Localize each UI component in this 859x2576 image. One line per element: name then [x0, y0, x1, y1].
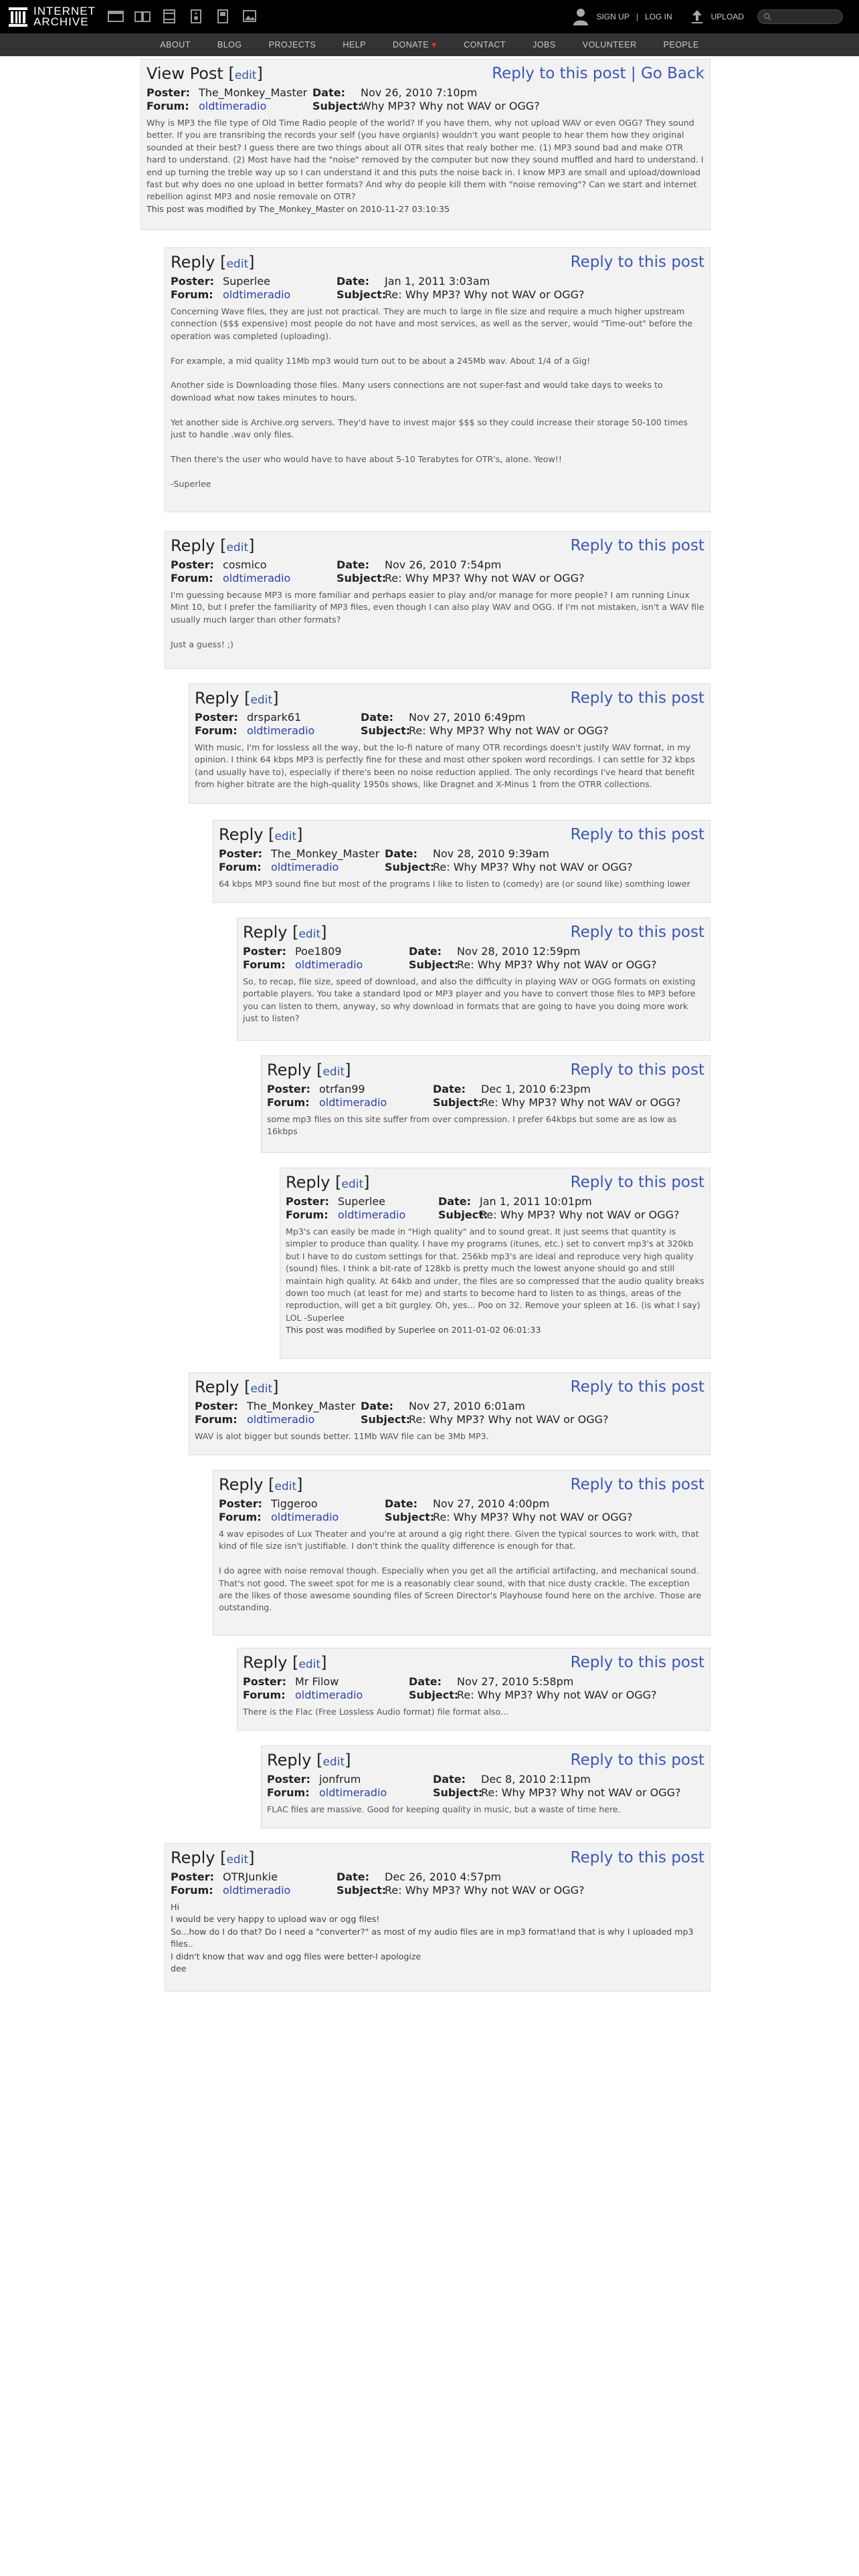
- subject-label: Subject:: [433, 1096, 483, 1109]
- date-label: Date:: [409, 945, 442, 958]
- post-subject: Re: Why MP3? Why not WAV or OGG?: [409, 724, 609, 737]
- post-subject: Re: Why MP3? Why not WAV or OGG?: [385, 1884, 585, 1897]
- post-meta: [243, 1675, 704, 1702]
- reply-to-post-link[interactable]: Reply to this post: [492, 65, 626, 82]
- date-label: Date:: [438, 1195, 471, 1208]
- post-body: So, to recap, file size, speed of download, and also the difficulty in playing WAV or OGG formats on existing portable players. You take a standard Ipod or MP3 player and you have to convert those files to MP3 before you can listen to them, anyway, so why download in formats that are going to have you doing more work just to listen?: [243, 976, 696, 1024]
- subject-label: Subject:: [337, 1884, 387, 1897]
- forum-label: Forum:: [195, 1413, 237, 1426]
- edit-link[interactable]: edit: [274, 1480, 297, 1493]
- poster-name[interactable]: OTRJunkie: [223, 1870, 278, 1883]
- post-subject: Re: Why MP3? Why not WAV or OGG?: [457, 958, 657, 971]
- forum-label: Forum:: [267, 1096, 310, 1109]
- nav-jobs[interactable]: JOBS: [533, 40, 556, 49]
- poster-name[interactable]: Superlee: [223, 275, 271, 288]
- forum-label: Forum:: [219, 1511, 262, 1523]
- forum-link[interactable]: oldtimeradio: [199, 100, 267, 112]
- post-body: With music, I'm for lossless all the way, but the lo-fi nature of many OTR recordings doesn't justify WAV format, in my opinion. I think 64 kbps MP3 is perfectly fine for these and most other spoken word recordings. I can settle for 32 kbps (and usually have to), especially if there's been no noise reduction applied. The only recordings I've heard that benefit from higher bitrate are the high-quality 1950s shows, like Dragnet and X-Minus 1 from the OTRR collections.: [195, 742, 695, 790]
- subject-label: Subject:: [312, 100, 363, 112]
- forum-post: Reply [edit] Reply to this post Poster: The_Monkey_Master Date: Nov 28, 2010 9:39am Forum: oldtimeradio Subject: Re: Why MP3? Why not WAV or OGG? 64 kbps MP3 sound fine but most of the programs I like to listen to (comedy) are (or sound like) somthing lower: [213, 820, 710, 903]
- poster-name[interactable]: The_Monkey_Master: [271, 847, 380, 860]
- forum-link[interactable]: oldtimeradio: [247, 1413, 315, 1426]
- nav-help[interactable]: HELP: [343, 40, 366, 49]
- edit-link[interactable]: edit: [234, 69, 257, 82]
- post-meta: [267, 1083, 704, 1109]
- reply-to-post-link[interactable]: Reply to this post: [570, 1654, 704, 1671]
- post-body: FLAC files are massive. Good for keeping quality in music, but a waste of time here.: [267, 1804, 621, 1814]
- modified-note: This post was modified by The_Monkey_Master on 2010-11-27 03:10:35: [147, 203, 450, 214]
- reply-to-post-link[interactable]: Reply to this post: [570, 1849, 704, 1866]
- nav-donate-label: DONATE: [392, 40, 430, 49]
- post-body: Hi I would be very happy to upload wav or ogg files! So...how do I do that? Do I need a "converter?" as most of my audio files are in mp3 format!and that is why I uploaded mp3 files.. I didn't know that wav and ogg files were better-I apologize dee: [171, 1902, 694, 1974]
- edit-link[interactable]: edit: [226, 541, 249, 554]
- go-back-link[interactable]: Go Back: [640, 65, 704, 82]
- video-icon[interactable]: [161, 8, 178, 24]
- poster-label: Poster:: [286, 1195, 330, 1208]
- post-date: Nov 27, 2010 6:01am: [409, 1400, 525, 1412]
- forum-label: Forum:: [171, 1884, 213, 1897]
- date-label: Date:: [312, 86, 345, 99]
- post-meta: [286, 1195, 704, 1222]
- post-meta: [243, 945, 704, 972]
- forum-link[interactable]: oldtimeradio: [247, 724, 315, 737]
- edit-link[interactable]: edit: [226, 257, 249, 271]
- subject-label: Subject:: [433, 1786, 483, 1799]
- post-body: 64 kbps MP3 sound fine but most of the programs I like to listen to (comedy) are (or sound like) somthing lower: [219, 879, 690, 889]
- poster-label: Poster:: [219, 847, 263, 860]
- date-label: Date:: [433, 1083, 466, 1095]
- poster-label: Poster:: [243, 945, 287, 958]
- post-date: Dec 1, 2010 6:23pm: [481, 1083, 591, 1095]
- forum-post: Reply [edit] Reply to this post Poster: Mr Filow Date: Nov 27, 2010 5:58pm Forum: oldtimeradio Subject: Re: Why MP3? Why not WAV or OGG? There is the Flac (Free Lossless Audio format) file format also...: [237, 1648, 710, 1731]
- audio-icon[interactable]: [187, 8, 205, 24]
- date-label: Date:: [337, 275, 369, 288]
- forum-link[interactable]: oldtimeradio: [295, 1689, 363, 1701]
- edit-link[interactable]: edit: [250, 693, 273, 707]
- poster-label: Poster:: [267, 1773, 311, 1786]
- heart-icon: ♥: [432, 40, 438, 49]
- post-meta: [219, 847, 704, 874]
- post-subject: Re: Why MP3? Why not WAV or OGG?: [481, 1096, 681, 1109]
- reply-to-post-link[interactable]: Reply to this post: [570, 924, 704, 941]
- post-body: Concerning Wave files, they are just not practical. They are much to large in file size and require a much higher upstream connection ($$$ expensive) most people do not have and most services, as well as the server, would "Time-out" before the operation was completed (uploading). For example, a mid quality 11Mb mp3 would turn out to be about a 245Mb wav. About 1/4 of a Gig! Another side is Downloading those files. Many users connections are not super-fast and would take days to weeks to download what now takes minutes to hours. Yet another side is Archive.org servers. They'd have to invest major $$$ so they could increase their storage 50-100 times just to handle .wav only files. Then there's the user who would have to have about 5-10 Terabytes for OTR's, alone. Yeow!! -Superlee: [171, 306, 693, 489]
- forum-link[interactable]: oldtimeradio: [223, 572, 291, 584]
- forum-link[interactable]: oldtimeradio: [271, 861, 339, 873]
- post-date: Nov 28, 2010 9:39am: [433, 847, 549, 860]
- post-subject: Why MP3? Why not WAV or OGG?: [361, 100, 540, 112]
- subject-label: Subject:: [438, 1208, 488, 1221]
- poster-label: Poster:: [267, 1083, 311, 1095]
- date-label: Date:: [337, 558, 369, 571]
- forum-post: Reply [edit] Reply to this post Poster: OTRJunkie Date: Dec 26, 2010 4:57pm Forum: oldtimeradio Subject: Re: Why MP3? Why not WAV or OGG? Hi I would be very happy to upload wav or ogg files! So...how do I do that? Do I need a "converter?" as most of my audio files are in mp3 format!and that is why I uploaded mp3 files.. I didn't know that wav and ogg files were better-I apologize dee: [165, 1843, 710, 1992]
- poster-name[interactable]: otrfan99: [319, 1083, 365, 1095]
- poster-name[interactable]: Mr Filow: [295, 1675, 339, 1688]
- upload-link[interactable]: UPLOAD: [710, 12, 744, 21]
- forum-post: Reply [edit] Reply to this post Poster: otrfan99 Date: Dec 1, 2010 6:23pm Forum: oldtimeradio Subject: Re: Why MP3? Why not WAV or OGG? some mp3 files on this site suffer from over compression. I prefer 64kbps but some are as low as 16kbps: [261, 1055, 710, 1153]
- texts-icon[interactable]: [134, 8, 151, 24]
- post-body: Mp3's can easily be made in "High quality" and to sound great. It just seems that quantity is simpler to produce than quality. I have my programs (itunes, etc.) set to convert mp3's at 320kb but I have to do custom settings for that. 256kb mp3's are ideal and reproduce very high quality (sound) files. I think a bit-rate of 128kb is pretty much the lowest anyone should go and still maintain high quality. At 64kb and under, the files are so compressed that the audio quality breaks down too much (at least for me) and starts to become hard to listen to as things, areas of the reproduction, will get a bit gurgley. Oh, yes... Poo on 32. Remove your spleen at 16. (is what I say) LOL -Superlee: [286, 1226, 704, 1323]
- reply-to-post-link[interactable]: Reply to this post: [570, 1378, 704, 1396]
- login-separator: |: [636, 12, 638, 21]
- user-avatar-icon[interactable]: [572, 7, 589, 27]
- poster-name[interactable]: cosmico: [223, 558, 267, 571]
- poster-label: Poster:: [195, 1400, 239, 1412]
- images-icon[interactable]: [241, 8, 258, 24]
- forum-post: View Post [edit] Reply to this post | Go Back Poster: The_Monkey_Master Date: Nov 26, 2010 7:10pm Forum: oldtimeradio Subject: Why MP3? Why not WAV or OGG? Why is MP3 the file type of Old Time Radio people of the world? If you have them, why not upload WAV or even OGG? They sound better. If you are transribing the records your self (you have orgianls) wouldn't you want people to hear them how they original sounded at their best? I guess there are two things about all OTR sites that realy bother me. (1) MP3 sound bad and make OTR hard to understand. (2) Most have had the "noise" removed by the computer but now they sound muffled and hard to understand. I end up turning the treble way up so I can understand it and this puts the noise back in. I know MP3 are small and upload/download fast but why does no one upload in better formats? And why do people kill them with "noise removing"? Can we start and internet rebellion aginst MP3 and nosie removale on OTR? This post was modified by The_Monkey_Master on 2010-11-27 03:10:35: [140, 59, 710, 230]
- forum-post: Reply [edit] Reply to this post Poster: cosmico Date: Nov 26, 2010 7:54pm Forum: oldtimeradio Subject: Re: Why MP3? Why not WAV or OGG? I'm guessing because MP3 is more familiar and perhaps easier to play and/or manage for more people? I am running Linux Mint 10, but I prefer the familiarity of MP3 files, even though I can also play WAV and OGG. If I'm not mistaken, isn't a WAV file usually much larger than other formats? Just a guess! ;): [165, 531, 710, 669]
- poster-name[interactable]: Tiggeroo: [271, 1497, 318, 1510]
- post-date: Jan 1, 2011 3:03am: [385, 275, 490, 288]
- poster-name[interactable]: The_Monkey_Master: [247, 1400, 356, 1412]
- post-date: Nov 27, 2010 6:49pm: [409, 711, 526, 724]
- search-input[interactable]: [757, 9, 843, 24]
- date-label: Date:: [337, 1870, 369, 1883]
- post-subject: Re: Why MP3? Why not WAV or OGG?: [385, 288, 585, 301]
- forum-link[interactable]: oldtimeradio: [295, 958, 363, 971]
- post-heading: Reply: [171, 253, 215, 272]
- post-heading: Reply: [195, 1378, 240, 1396]
- post-body: some mp3 files on this site suffer from over compression. I prefer 64kbps but some are as low as 16kbps: [267, 1114, 677, 1137]
- search-icon: [763, 13, 771, 21]
- poster-label: Poster:: [243, 1675, 287, 1688]
- reply-to-post-link[interactable]: Reply to this post: [570, 689, 704, 707]
- post-heading: Reply: [195, 689, 240, 708]
- post-subject: Re: Why MP3? Why not WAV or OGG?: [480, 1208, 680, 1221]
- internet-archive-logo[interactable]: [8, 5, 96, 29]
- edit-link[interactable]: edit: [250, 1382, 273, 1396]
- post-body: Why is MP3 the file type of Old Time Radio people of the world? If you have them, why not upload WAV or even OGG? They sound better. If you are transribing the records your self (you have orgianls) wouldn't you want people to hear them how they original sounded at their best? I guess there are two things about all OTR sites that realy bother me. (1) MP3 sound bad and make OTR hard to understand. (2) Most have had the "noise" removed by the computer but now they sound muffled and hard to understand. I end up turning the treble way up so I can understand it and this puts the noise back in. I know MP3 are small and upload/download fast but why does no one upload in better formats? And why do people kill them with "noise removing"? Can we start and internet rebellion aginst MP3 and nosie removale on OTR?: [147, 118, 704, 202]
- post-date: Nov 27, 2010 4:00pm: [433, 1497, 550, 1510]
- post-meta: [195, 1400, 704, 1426]
- nav-donate[interactable]: [393, 40, 437, 49]
- forum-label: Forum:: [195, 724, 237, 737]
- forum-post: Reply [edit] Reply to this post Poster: Superlee Date: Jan 1, 2011 3:03am Forum: oldtimeradio Subject: Re: Why MP3? Why not WAV or OGG? Concerning Wave files, they are just not practical. They are much to large in file size and require a much higher upstream connection ($$$ expensive) most people do not have and most services, as well as the server, would "Time-out" before the operation was completed (uploading). For example, a mid quality 11Mb mp3 would turn out to be about a 245Mb wav. About 1/4 of a Gig! Another side is Downloading those files. Many users connections are not super-fast and would take days to weeks to download what now takes minutes to hours. Yet another side is Archive.org servers. They'd have to invest major $$$ so they could increase their storage 50-100 times just to handle .wav only files. Then there's the user who would have to have about 5-10 Terabytes for OTR's, alone. Yeow!! -Superlee: [165, 247, 710, 512]
- reply-to-post-link[interactable]: Reply to this post: [570, 1751, 704, 1769]
- post-subject: Re: Why MP3? Why not WAV or OGG?: [457, 1689, 657, 1701]
- forum-label: Forum:: [286, 1208, 328, 1221]
- forum-post: Reply [edit] Reply to this post Poster: The_Monkey_Master Date: Nov 27, 2010 6:01am Forum: oldtimeradio Subject: Re: Why MP3? Why not WAV or OGG? WAV is alot bigger but sounds better. 11Mb WAV file can be 3Mb MP3.: [189, 1372, 710, 1455]
- reply-to-post-link[interactable]: Reply to this post: [570, 1061, 704, 1079]
- poster-label: Poster:: [171, 1870, 215, 1883]
- post-date: Nov 28, 2010 12:59pm: [457, 945, 581, 958]
- subject-label: Subject:: [361, 724, 411, 737]
- date-label: Date:: [433, 1773, 466, 1786]
- nav-volunteer[interactable]: VOLUNTEER: [582, 40, 637, 49]
- post-body: There is the Flac (Free Lossless Audio format) file format also...: [243, 1707, 509, 1717]
- poster-label: Poster:: [171, 275, 215, 288]
- post-date: Nov 26, 2010 7:54pm: [385, 558, 502, 571]
- nav-projects[interactable]: PROJECTS: [268, 40, 316, 49]
- subject-label: Subject:: [337, 572, 387, 584]
- post-heading: Reply: [243, 1653, 288, 1672]
- reply-to-post-link[interactable]: Reply to this post: [570, 1174, 704, 1191]
- post-date: Dec 8, 2010 2:11pm: [481, 1773, 591, 1786]
- post-subject: Re: Why MP3? Why not WAV or OGG?: [385, 572, 585, 584]
- forum-link[interactable]: oldtimeradio: [223, 1884, 291, 1897]
- poster-label: Poster:: [147, 86, 191, 99]
- poster-label: Poster:: [171, 558, 215, 571]
- post-subject: Re: Why MP3? Why not WAV or OGG?: [433, 1511, 633, 1523]
- post-heading: Reply: [243, 923, 288, 942]
- subject-label: Subject:: [385, 1511, 435, 1523]
- subject-label: Subject:: [409, 958, 459, 971]
- poster-name[interactable]: Superlee: [338, 1195, 386, 1208]
- post-heading: Reply: [171, 536, 215, 555]
- forum-label: Forum:: [243, 1689, 286, 1701]
- reply-to-post-link[interactable]: Reply to this post: [570, 826, 704, 843]
- nav-people[interactable]: PEOPLE: [663, 40, 699, 49]
- date-label: Date:: [361, 711, 393, 724]
- date-label: Date:: [361, 1400, 393, 1412]
- post-heading: Reply: [267, 1061, 312, 1079]
- forum-label: Forum:: [219, 861, 262, 873]
- reply-to-post-link[interactable]: Reply to this post: [570, 537, 704, 554]
- log-in-link[interactable]: LOG IN: [644, 12, 672, 21]
- post-meta: [219, 1497, 704, 1524]
- post-heading: Reply: [219, 825, 264, 844]
- post-date: Nov 26, 2010 7:10pm: [361, 86, 478, 99]
- subject-label: Subject:: [337, 288, 387, 301]
- top-navigation-bar: [0, 0, 859, 33]
- post-meta: [267, 1773, 704, 1800]
- post-meta: [171, 275, 704, 302]
- edit-link[interactable]: edit: [298, 1658, 321, 1671]
- post-heading: Reply: [171, 1848, 215, 1867]
- reply-to-post-link[interactable]: Reply to this post: [570, 1476, 704, 1493]
- date-label: Date:: [409, 1675, 442, 1688]
- upload-icon[interactable]: [690, 9, 704, 25]
- edit-link[interactable]: edit: [274, 830, 297, 843]
- forum-post: Reply [edit] Reply to this post Poster: jonfrum Date: Dec 8, 2010 2:11pm Forum: oldtimeradio Subject: Re: Why MP3? Why not WAV or OGG? FLAC files are massive. Good for keeping quality in music, but a waste of time here.: [261, 1745, 710, 1828]
- post-meta: [195, 711, 704, 738]
- forum-label: Forum:: [171, 572, 213, 584]
- post-date: Dec 26, 2010 4:57pm: [385, 1870, 502, 1883]
- forum-post: Reply [edit] Reply to this post Poster: Poe1809 Date: Nov 28, 2010 12:59pm Forum: oldtimeradio Subject: Re: Why MP3? Why not WAV or OGG? So, to recap, file size, speed of download, and also the difficulty in playing WAV or OGG formats on existing portable players. You take a standard Ipod or MP3 player and you have to convert those files to MP3 before you can listen to them, anyway, so why download in formats that are going to have you doing more work just to listen?: [237, 918, 710, 1041]
- post-body: 4 wav episodes of Lux Theater and you're at around a gig right there. Given the typical sources to work with, that kind of file size isn't justifiable. I don't think the quality difference is enough for that. I do agree with noise removal though. Especially when you get all the artificial artifacting, and mechanical sound. That's not good. The sweet spot for me is a reasonably clear sound, with that nice dusty crackle. The exception are the likes of those awesome sounding files of Screen Director's Playhouse found here on the archive. Those are outstanding.: [219, 1529, 702, 1613]
- date-label: Date:: [385, 1497, 417, 1510]
- post-date: Nov 27, 2010 5:58pm: [457, 1675, 574, 1688]
- post-heading: View Post: [147, 64, 223, 83]
- edit-link[interactable]: edit: [298, 928, 321, 941]
- modified-note: This post was modified by Superlee on 2011-01-02 06:01:33: [286, 1325, 541, 1335]
- post-subject: Re: Why MP3? Why not WAV or OGG?: [433, 861, 633, 873]
- forum-link[interactable]: oldtimeradio: [338, 1208, 406, 1221]
- poster-label: Poster:: [219, 1497, 263, 1510]
- nav-about[interactable]: ABOUT: [160, 40, 191, 49]
- poster-name[interactable]: Poe1809: [295, 945, 342, 958]
- reply-to-post-link[interactable]: Reply to this post: [570, 253, 704, 271]
- post-heading: Reply: [219, 1475, 264, 1494]
- forum-post: Reply [edit] Reply to this post Poster: drspark61 Date: Nov 27, 2010 6:49pm Forum: oldtimeradio Subject: Re: Why MP3? Why not WAV or OGG? With music, I'm for lossless all the way, but the lo-fi nature of many OTR recordings doesn't justify WAV format, in my opinion. I think 64 kbps MP3 is perfectly fine for these and most other spoken word recordings. I can settle for 32 kbps (and usually have to), especially if there's been no noise reduction applied. The only recordings I've heard that benefit from higher bitrate are the high-quality 1950s shows, like Dragnet and X-Minus 1 from the OTRR collections.: [189, 683, 710, 804]
- post-heading: Reply: [267, 1751, 312, 1769]
- forum-post: Reply [edit] Reply to this post Poster: Tiggeroo Date: Nov 27, 2010 4:00pm Forum: oldtimeradio Subject: Re: Why MP3? Why not WAV or OGG? 4 wav episodes of Lux Theater and you're at around a gig right there. Given the typical sources to work with, that kind of file size isn't justifiable. I don't think the quality difference is enough for that. I do agree with noise removal though. Especially when you get all the artificial artifacting, and mechanical sound. That's not good. The sweet spot for me is a reasonably clear sound, with that nice dusty crackle. The exception are the likes of those awesome sounding files of Screen Director's Playhouse found here on the archive. Those are outstanding.: [213, 1470, 710, 1636]
- forum-label: Forum:: [243, 958, 286, 971]
- edit-link[interactable]: edit: [322, 1065, 345, 1079]
- post-subject: Re: Why MP3? Why not WAV or OGG?: [409, 1413, 609, 1426]
- post-body: WAV is alot bigger but sounds better. 11Mb WAV file can be 3Mb MP3.: [195, 1431, 489, 1441]
- post-body: I'm guessing because MP3 is more familiar and perhaps easier to play and/or manage for more people? I am running Linux Mint 10, but I prefer the familiarity of MP3 files, even though I can also play WAV and OGG. If I'm not mistaken, isn't a WAV file usually much larger than other formats? Just a guess! ;): [171, 590, 704, 649]
- forum-label: Forum:: [267, 1786, 310, 1799]
- nav-blog[interactable]: BLOG: [217, 40, 242, 49]
- edit-link[interactable]: edit: [226, 1853, 249, 1866]
- post-meta: [171, 1870, 704, 1897]
- sign-up-link[interactable]: SIGN UP: [596, 12, 630, 21]
- forum-link[interactable]: oldtimeradio: [271, 1511, 339, 1523]
- edit-link[interactable]: edit: [341, 1178, 364, 1191]
- logo-line-2: ARCHIVE: [33, 15, 89, 28]
- software-icon[interactable]: [214, 8, 231, 24]
- secondary-navigation: [0, 33, 859, 56]
- post-heading: Reply: [286, 1173, 330, 1192]
- forum-label: Forum:: [147, 100, 189, 112]
- nav-contact[interactable]: CONTACT: [464, 40, 506, 49]
- subject-label: Subject:: [361, 1413, 411, 1426]
- edit-link[interactable]: edit: [322, 1755, 345, 1769]
- date-label: Date:: [385, 847, 417, 860]
- forum-label: Forum:: [171, 288, 213, 301]
- forum-link[interactable]: oldtimeradio: [319, 1786, 387, 1799]
- logo-line-1: INTERNET: [33, 5, 96, 17]
- subject-label: Subject:: [409, 1689, 459, 1701]
- poster-name[interactable]: drspark61: [247, 711, 302, 724]
- web-icon[interactable]: [107, 8, 124, 24]
- forum-link[interactable]: oldtimeradio: [223, 288, 291, 301]
- post-meta: [171, 558, 704, 585]
- post-meta: [147, 86, 704, 113]
- subject-label: Subject:: [385, 861, 435, 873]
- forum-link[interactable]: oldtimeradio: [319, 1096, 387, 1109]
- poster-name[interactable]: jonfrum: [319, 1773, 361, 1786]
- poster-name[interactable]: The_Monkey_Master: [199, 86, 308, 99]
- post-subject: Re: Why MP3? Why not WAV or OGG?: [481, 1786, 681, 1799]
- archive-building-icon: [8, 6, 28, 27]
- poster-label: Poster:: [195, 711, 239, 724]
- forum-post: Reply [edit] Reply to this post Poster: Superlee Date: Jan 1, 2011 10:01pm Forum: oldtimeradio Subject: Re: Why MP3? Why not WAV or OGG? Mp3's can easily be made in "High quality" and to sound great. It just seems that quantity is simpler to produce than quality. I have my programs (itunes, etc.) set to convert mp3's at 320kb but I have to do custom settings for that. 256kb mp3's are ideal and reproduce very high quality (sound) files. I think a bit-rate of 128kb is pretty much the lowest anyone should go and still maintain high quality. At 64kb and under, the files are so compressed that the audio quality breaks down too much (at least for me) and starts to become hard to listen to as things, areas of the reproduction, will get a bit gurgley. Oh, yes... Poo on 32. Remove your spleen at 16. (is what I say) LOL -Superlee This post was modified by Superlee on 2011-01-02 06:01:33: [280, 1168, 710, 1359]
- post-date: Jan 1, 2011 10:01pm: [480, 1195, 592, 1208]
